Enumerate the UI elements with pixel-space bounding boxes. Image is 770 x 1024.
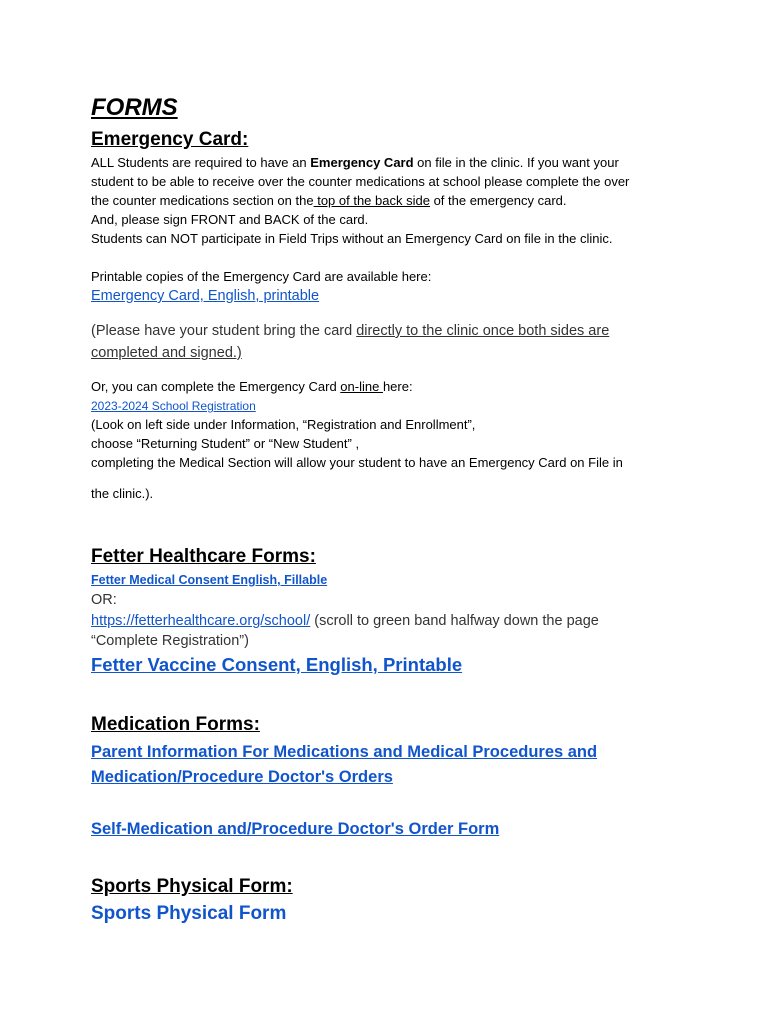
fetter-medical-consent-link[interactable]: Fetter Medical Consent English, Fillable (91, 573, 328, 587)
fetter-vaccine-consent-link[interactable]: Fetter Vaccine Consent, English, Printable (91, 654, 463, 675)
registration-instructions-line4: the clinic.). (91, 486, 154, 501)
parent-information-medications-link-line1[interactable]: Parent Information For Medications and Medical Procedures and (91, 743, 598, 761)
sports-physical-form-link[interactable]: Sports Physical Form (91, 903, 287, 924)
emergency-paragraph-line4: And, please sign FRONT and BACK of the card. (91, 212, 369, 227)
emergency-paragraph-line1: ALL Students are required to have an Emergency Card on file in the clinic. If you want your (91, 155, 619, 170)
fetter-url-line: https://fetterhealthcare.org/school/ (scroll to green band halfway down the page (91, 613, 599, 629)
emergency-paragraph-line5: Students can NOT participate in Field Trips without an Emergency Card on file in the clinic. (91, 231, 613, 246)
bring-card-note-line2: completed and signed.) (91, 345, 242, 361)
self-medication-order-form-link[interactable]: Self-Medication and/Procedure Doctor's Order Form (91, 820, 500, 838)
sports-physical-heading: Sports Physical Form: (91, 876, 293, 897)
registration-instructions-line2: choose “Returning Student” or “New Student” , (91, 436, 360, 451)
emergency-paragraph-line2: student to be able to receive over the counter medications at school please complete the over (91, 174, 630, 189)
emergency-paragraph-line3: the counter medications section on the top of the back side of the emergency card. (91, 193, 567, 208)
emergency-card-printable-link[interactable]: Emergency Card, English, printable (91, 288, 320, 304)
fetter-healthcare-heading: Fetter Healthcare Forms: (91, 546, 316, 567)
registration-instructions-line1: (Look on left side under Information, “Registration and Enrollment”, (91, 417, 476, 432)
online-intro: Or, you can complete the Emergency Card on-line here: (91, 379, 413, 394)
medication-forms-heading: Medication Forms: (91, 714, 260, 735)
fetter-url-line2: “Complete Registration”) (91, 633, 249, 649)
school-registration-link[interactable]: 2023-2024 School Registration (91, 399, 256, 413)
fetter-or-text: OR: (91, 592, 117, 608)
printable-intro: Printable copies of the Emergency Card are available here: (91, 269, 432, 284)
fetter-school-url-link[interactable]: https://fetterhealthcare.org/school/ (91, 613, 311, 629)
parent-information-medications-link-line2[interactable]: Medication/Procedure Doctor's Orders (91, 768, 393, 786)
page-title: FORMS (91, 94, 178, 121)
registration-instructions-line3: completing the Medical Section will allow your student to have an Emergency Card on File in (91, 455, 623, 470)
emergency-card-heading: Emergency Card: (91, 129, 249, 150)
bring-card-note-line1: (Please have your student bring the card directly to the clinic once both sides are (91, 323, 610, 339)
